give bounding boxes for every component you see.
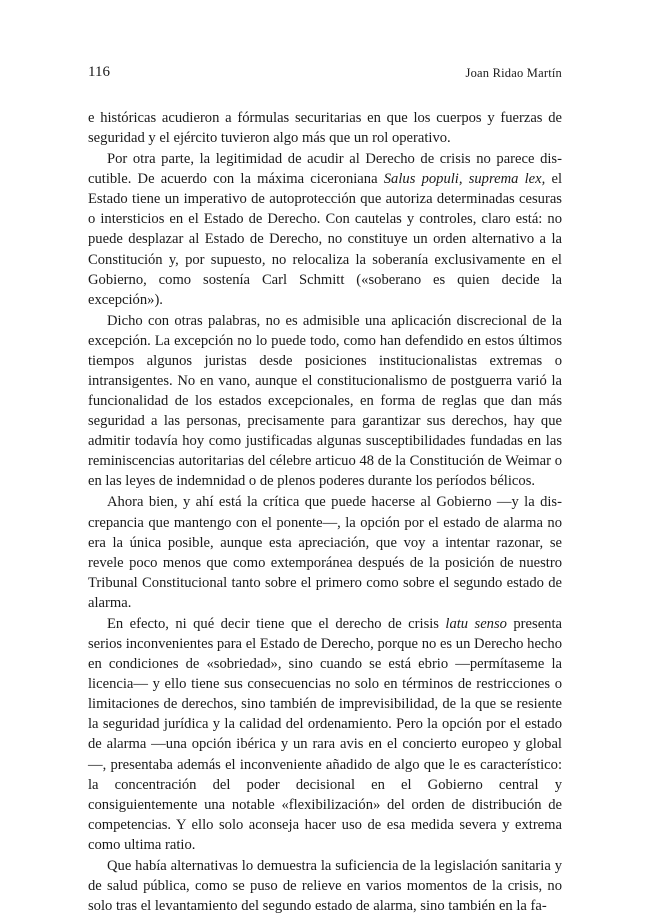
italic-latin-term: latu senso xyxy=(445,615,507,632)
paragraph-1 xyxy=(88,108,562,148)
text-segment: Dicho con otras palabras, no es admisible una aplicación discrecional de la excepción. La excepción no lo puede todo, como han defendido en estos últimos tiempos algunos juristas desde posiciones institucionalistas extremas o intransigentes. No en vano, aunque el constitucionalismo de postguerra varió la funcionalidad de los estados excepcionales, en forma de reglas que dan más seguridad a las personas, precisamente para garantizar sus derechos, hay que admitir todavía hoy como justificadas algunas susceptibilidades fundadas en las reminiscencias autoritarias del célebre articuo 48 de la Constitución de Weimar o en las leyes de indemnidad o de plenos poderes durante los períodos bélicos. xyxy=(88,312,562,490)
text-segment: Que había alternativas lo demuestra la suficiencia de la legislación sanitaria y de salud pública, como se puso de relieve en varios momentos de la crisis, no solo tras el levantamiento del segundo estado de alarma, sino también en la fa- xyxy=(88,857,562,915)
paragraph-2 xyxy=(88,149,562,310)
running-head-author: Joan Ridao Martín xyxy=(465,66,562,80)
text-segment: En efecto, ni qué decir tiene que el derecho de crisis xyxy=(107,615,446,632)
body-text xyxy=(88,108,562,916)
text-segment: el Estado tiene un imperativo de autoprotección que autoriza determinadas cesuras o intersticios en el Estado de Derecho. Con cautelas y controles, claro está: no puede desplazar al Estado de Derecho, no constituye un orden alternativo a la Constitución y, por supuesto, no relocaliza la soberanía exclusivamente en el Gobierno, como sostenía Carl Schmitt («soberano es quien decide la excepción»). xyxy=(88,171,563,308)
text-segment: Ahora bien, y ahí está la crítica que puede hacerse al Gobierno —y la discrepancia que mantengo con el ponente—, la opción por el estado de alarma no era la única posible, aunque esta apreciación, que voy a intentar razonar, se revele poco menos que como extemporánea después de la posición de nuestro Tribunal Constitucional tanto sobre el primero como sobre el segundo estado de alarma. xyxy=(88,494,562,611)
page-header xyxy=(88,64,562,84)
text-segment: e históricas acudieron a fórmulas securitarias en que los cuerpos y fuerzas de seguridad y el ejército tuvieron algo más que un rol operativo. xyxy=(88,110,562,147)
page-number: 116 xyxy=(88,64,110,80)
paragraph-3 xyxy=(88,311,562,492)
italic-latin-maxim: Salus populi, suprema lex, xyxy=(383,171,546,188)
text-segment: presenta serios inconvenientes para el Estado de Derecho, porque no es un Derecho hecho en condiciones de «sobriedad», sino cuando se está ebrio —permítaseme la licencia— y ello tiene sus consecuencias no solo en términos de restricciones o limitaciones de derechos, sino también de imprevisibilidad, de la que se resiente la seguridad jurídica y la calidad del ordenamiento. Pero la opción por el estado de alarma —una opción ibérica y un rara avis en el concierto europeo y global—, presentaba además el inconveniente añadido de algo que le es característico: la concentración del poder decisional en el Gobierno central y consiguientemente una notable «flexibilización» del orden de distribución de competencias. Y ello solo aconseja hacer uso de esa medida severa y extrema como ultima ratio. xyxy=(88,615,563,853)
paragraph-5 xyxy=(88,614,562,855)
paragraph-6 xyxy=(88,856,562,916)
text-segment: Por otra parte, la legitimidad de acudir al Derecho de crisis no parece discutible. De acuerdo con la máxima ciceroniana xyxy=(88,151,562,188)
paragraph-4 xyxy=(88,492,562,613)
